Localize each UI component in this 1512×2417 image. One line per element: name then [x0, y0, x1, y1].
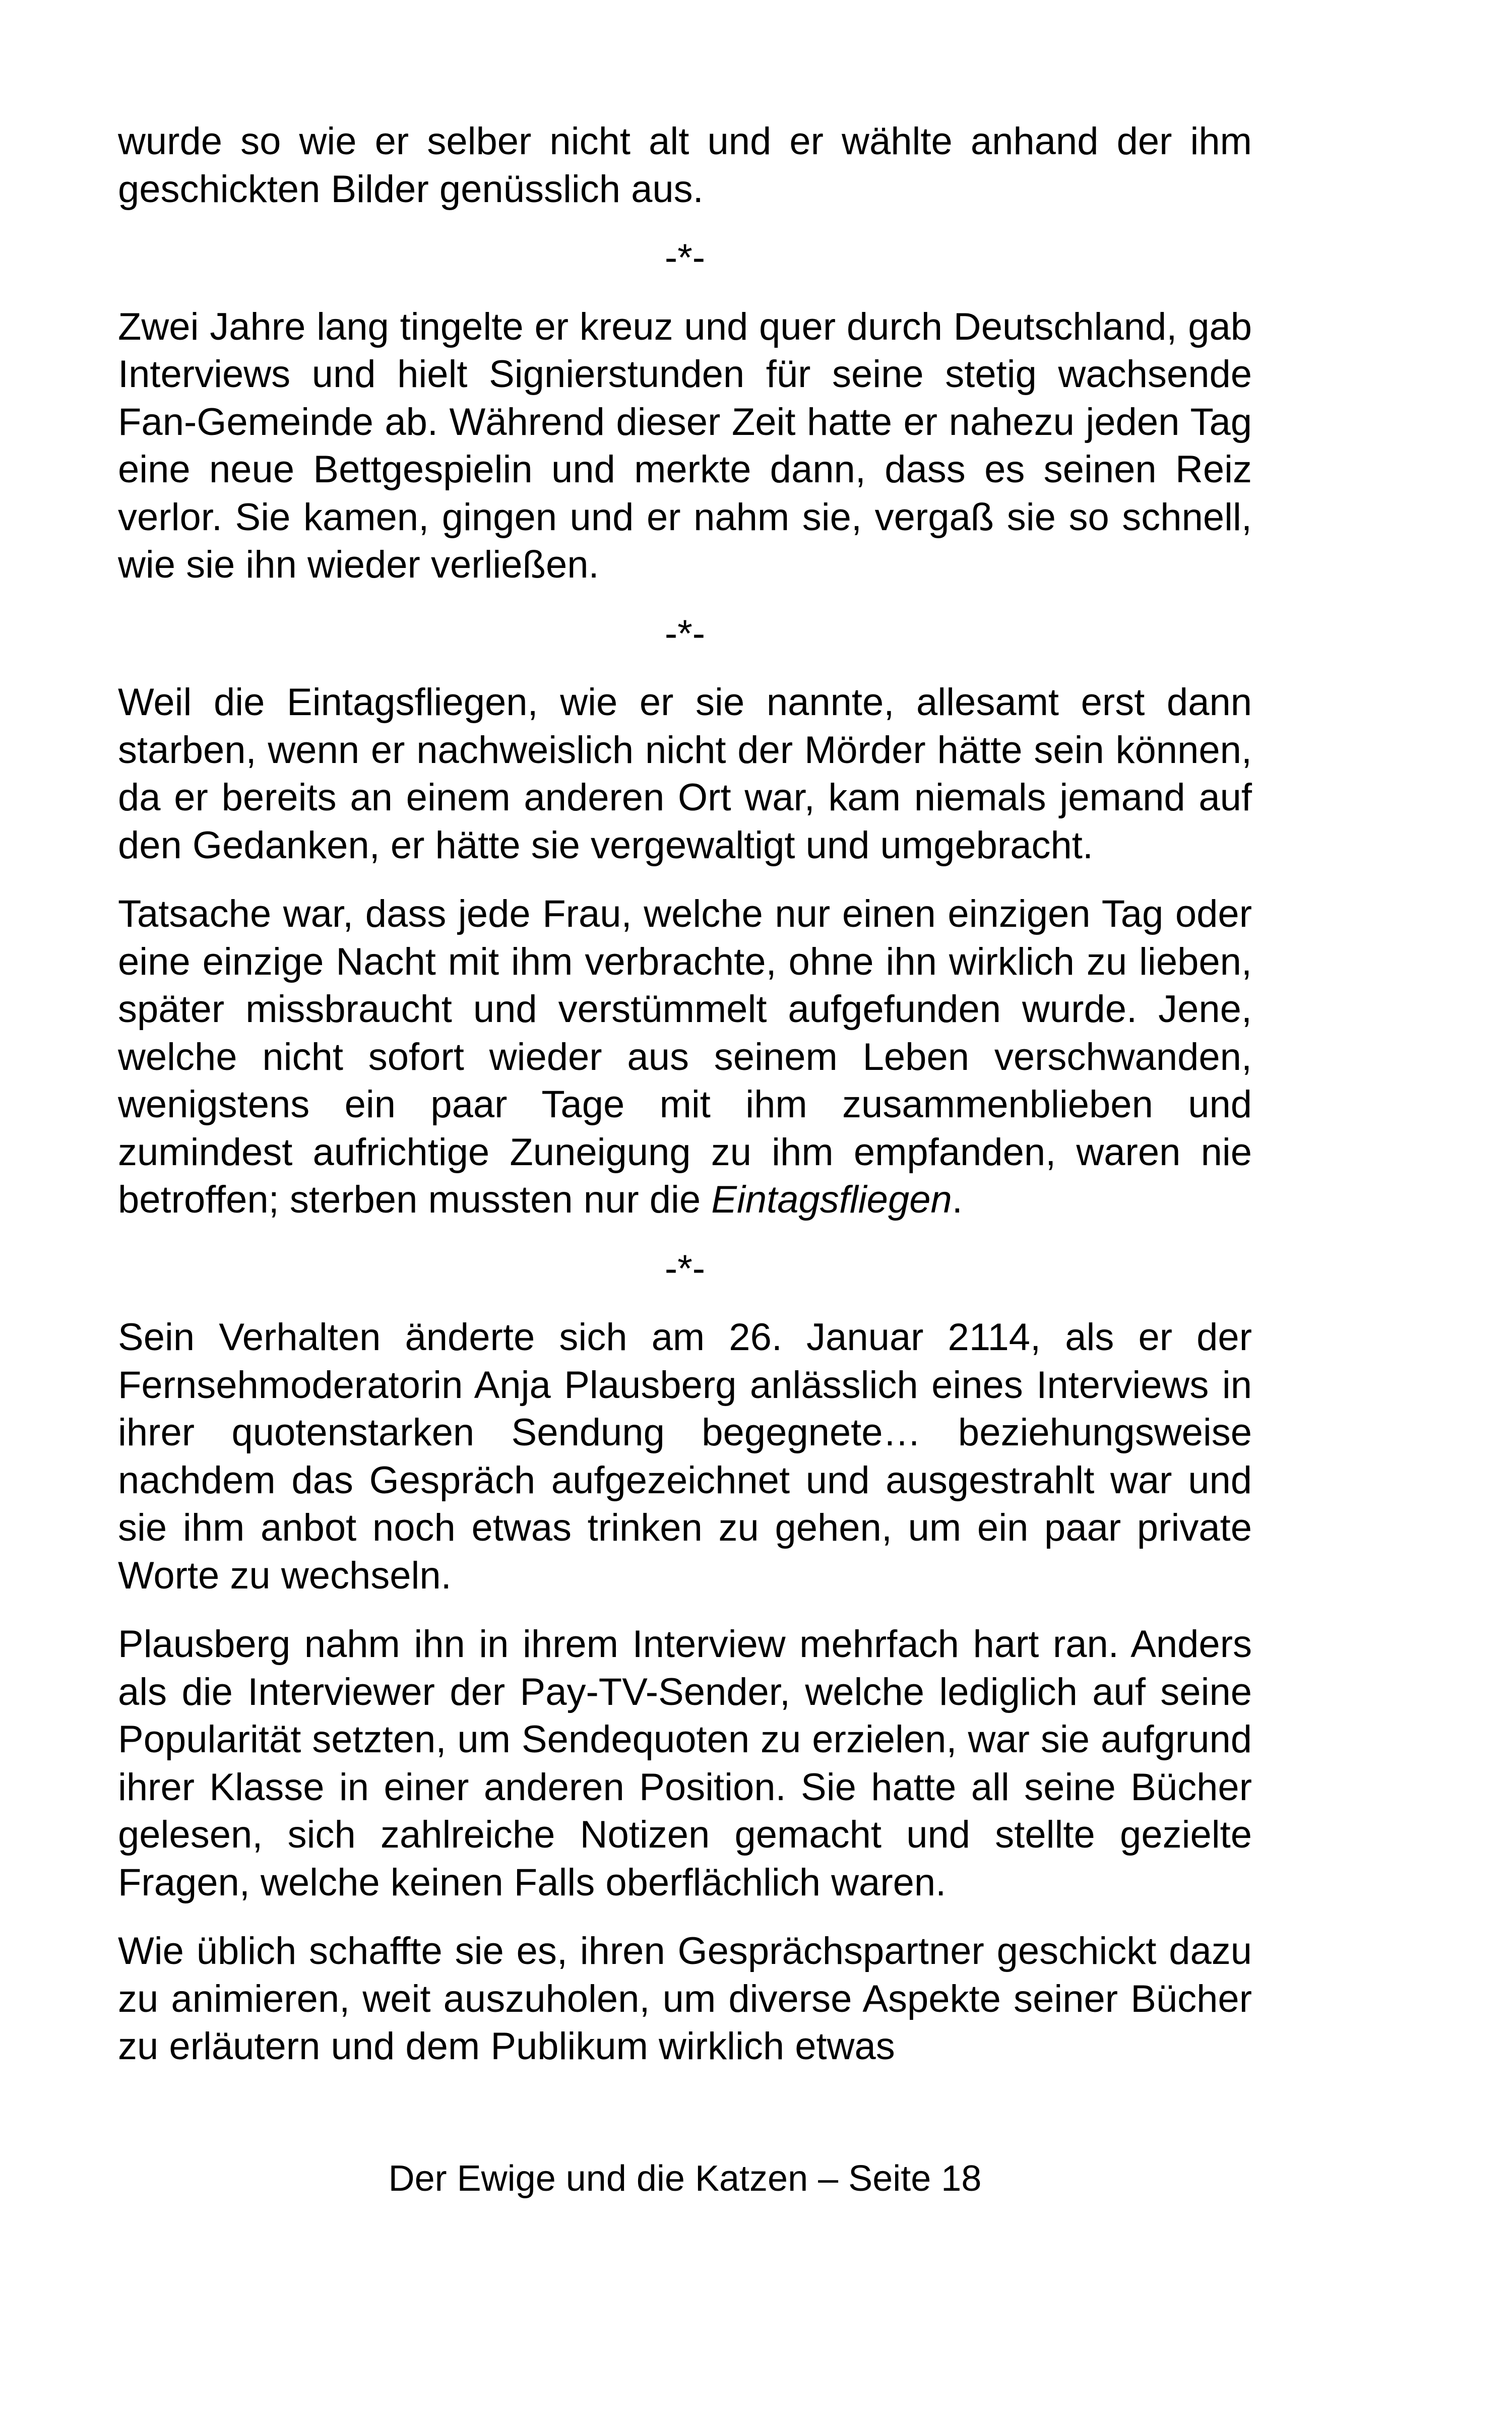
paragraph: wurde so wie er selber nicht alt und er wählte anhand der ihm geschickten Bilder genüsslich aus.	[118, 120, 1252, 211]
paragraph: Zwei Jahre lang tingelte er kreuz und quer durch Deutschland, gab Interviews und hielt Signierstunden für seine stetig wachsende Fan-Gemeinde ab. Während dieser Zeit hatte er nahezu jeden Tag eine neue Bettgespielin und merkte dann, dass es seinen Reiz verlor. Sie kamen, gingen und er nahm sie, vergaß sie so schnell, wie sie ihn wieder verließen.	[118, 305, 1252, 586]
section-separator: -*-	[664, 1247, 706, 1290]
page-body	[118, 118, 1252, 2071]
paragraph-text: Tatsache war, dass jede Frau, welche nur einen einzigen Tag oder eine einzige Nacht mit ihm verbrachte, ohne ihn wirklich zu lieben, später missbraucht und verstümmelt aufgefunden wurde. Jene, welche nicht sofort wieder aus seinem Leben verschwanden, wenigstens ein paar Tage mit ihm zusammenblieben und zumindest aufrichtige Zuneigung zu ihm empfanden, waren nie betroffen; sterben mussten nur die	[118, 893, 1252, 1221]
page-footer: Der Ewige und die Katzen – Seite 18	[388, 2158, 982, 2199]
emphasized-word: Eintagsfliegen	[711, 1178, 952, 1221]
paragraph: Sein Verhalten änderte sich am 26. Januar 2114, als er der Fernsehmoderatorin Anja Plausberg anlässlich eines Interviews in ihrer quotenstarken Sendung begegnete… beziehungsweise nachdem das Gespräch aufgezeichnet und ausgestrahlt war und sie ihm anbot noch etwas trinken zu gehen, um ein paar private Worte zu wechseln.	[118, 1316, 1252, 1597]
paragraph: Plausberg nahm ihn in ihrem Interview mehrfach hart ran. Anders als die Interviewer der Pay-TV-Sender, welche lediglich auf seine Popularität setzten, um Sendequoten zu erzielen, war sie aufgrund ihrer Klasse in einer anderen Position. Sie hatte all seine Bücher gelesen, sich zahlreiche Notizen gemacht und stellte gezielte Fragen, welche keinen Falls oberflächlich waren.	[118, 1623, 1252, 1904]
paragraph-tail: .	[952, 1178, 963, 1221]
section-separator: -*-	[664, 612, 706, 655]
section-separator: -*-	[664, 236, 706, 279]
paragraph	[118, 891, 1252, 1224]
paragraph: Wie üblich schaffte sie es, ihren Gesprächspartner geschickt dazu zu animieren, weit auszuholen, um diverse Aspekte seiner Bücher zu erläutern und dem Publikum wirklich etwas	[118, 1930, 1252, 2068]
paragraph: Weil die Eintagsfliegen, wie er sie nannte, allesamt erst dann starben, wenn er nachweislich nicht der Mörder hätte sein können, da er bereits an einem anderen Ort war, kam niemals jemand auf den Gedanken, er hätte sie vergewaltigt und umgebracht.	[118, 681, 1252, 867]
